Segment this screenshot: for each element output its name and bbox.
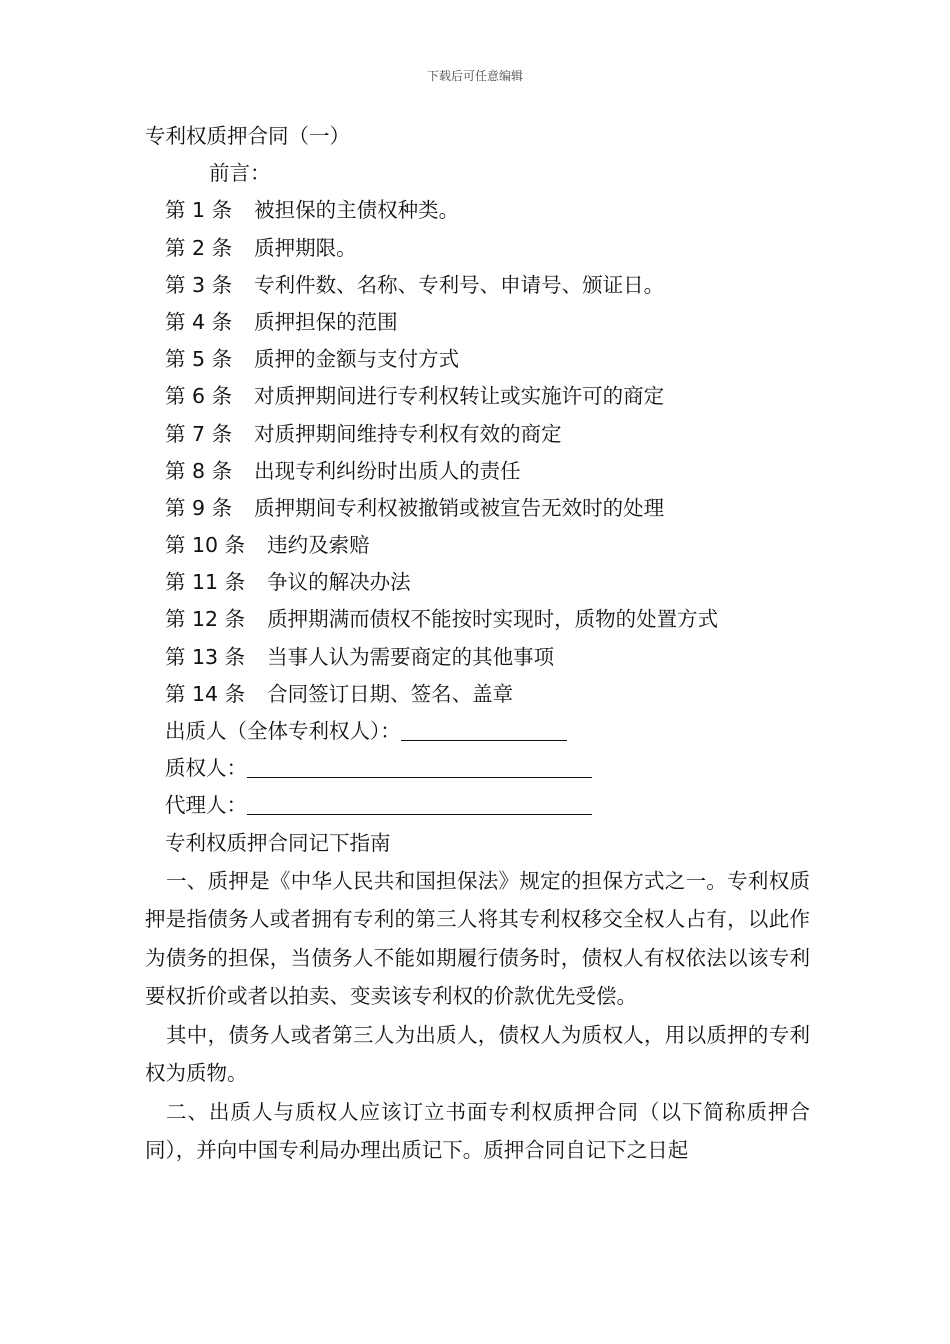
signature-agent-label: 代理人： <box>165 793 247 818</box>
article-item <box>145 267 810 304</box>
article-text: 出现专利纠纷时出质人的责任 <box>254 458 521 483</box>
article-item <box>145 341 810 378</box>
signature-pledgee <box>145 750 810 787</box>
article-item <box>145 416 810 453</box>
article-text: 质押担保的范围 <box>254 309 398 334</box>
guide-paragraph-2: 其中，债务人或者第三人为出质人，债权人为质权人，用以质押的专利权为质物。 <box>145 1022 810 1086</box>
article-number: 第 14 条 <box>165 681 246 706</box>
article-text: 质押期满而债权不能按时实现时，质物的处置方式 <box>267 607 719 632</box>
article-item <box>145 304 810 341</box>
article-number: 第 2 条 <box>165 235 233 260</box>
article-item <box>145 230 810 267</box>
article-text: 专利件数、名称、专利号、申请号、颁证日。 <box>254 272 665 297</box>
article-text: 质押的金额与支付方式 <box>254 347 460 372</box>
article-number: 第 5 条 <box>165 347 233 372</box>
article-number: 第 9 条 <box>165 495 233 520</box>
article-number: 第 4 条 <box>165 309 233 334</box>
guide-paragraph-3: 二、出质人与质权人应该订立书面专利权质押合同（以下简称质押合同），并向中国专利局办理出质记下。质押合同自记下之日起 <box>145 1099 810 1163</box>
article-text: 质押期限。 <box>254 235 357 260</box>
signature-pledgee-blank[interactable] <box>247 755 592 778</box>
article-item <box>145 490 810 527</box>
article-text: 当事人认为需要商定的其他事项 <box>267 644 555 669</box>
article-number: 第 1 条 <box>165 198 233 223</box>
article-list <box>145 192 810 713</box>
signature-pledgor <box>145 713 810 750</box>
document-body <box>145 118 810 1170</box>
article-item <box>145 527 810 564</box>
article-text: 对质押期间维持专利权有效的商定 <box>254 421 562 446</box>
guide-paragraph-1: 一、质押是《中华人民共和国担保法》规定的担保方式之一。专利权质押是指债务人或者拥有专利的第三人将其专利权移交全权人占有，以此作为债务的担保，当债务人不能如期履行债务时，债权人有权依法以该专利要权折价或者以拍卖、变卖该专利权的价款优先受偿。 <box>145 868 810 1009</box>
doc-title: 专利权质押合同（一） <box>145 124 350 148</box>
article-number: 第 13 条 <box>165 644 246 669</box>
article-item <box>145 639 810 676</box>
article-number: 第 10 条 <box>165 533 246 558</box>
article-text: 质押期间专利权被撤销或被宣告无效时的处理 <box>254 495 665 520</box>
article-number: 第 12 条 <box>165 607 246 632</box>
article-item <box>145 676 810 713</box>
article-number: 第 6 条 <box>165 384 233 409</box>
article-number: 第 3 条 <box>165 272 233 297</box>
article-item <box>145 601 810 638</box>
article-number: 第 8 条 <box>165 458 233 483</box>
article-item <box>145 453 810 490</box>
preface-label: 前言： <box>209 161 271 186</box>
guide-title: 专利权质押合同记下指南 <box>165 830 391 855</box>
article-text: 违约及索赔 <box>267 533 370 558</box>
signature-pledgor-label: 出质人（全体专利权人）： <box>165 719 401 743</box>
article-number: 第 7 条 <box>165 421 233 446</box>
article-text: 争议的解决办法 <box>267 570 411 595</box>
article-text: 合同签订日期、签名、盖章 <box>267 681 514 706</box>
signature-pledgor-blank[interactable] <box>401 718 567 741</box>
article-item <box>145 564 810 601</box>
signature-agent-blank[interactable] <box>247 792 592 815</box>
article-item <box>145 192 810 229</box>
article-text: 被担保的主债权种类。 <box>254 198 460 223</box>
page-header: 下载后可任意编辑 <box>426 69 523 83</box>
article-number: 第 11 条 <box>165 570 246 595</box>
article-text: 对质押期间进行专利权转让或实施许可的商定 <box>254 384 665 409</box>
signature-agent <box>145 787 810 824</box>
article-item <box>145 378 810 415</box>
signature-pledgee-label: 质权人： <box>165 756 247 781</box>
